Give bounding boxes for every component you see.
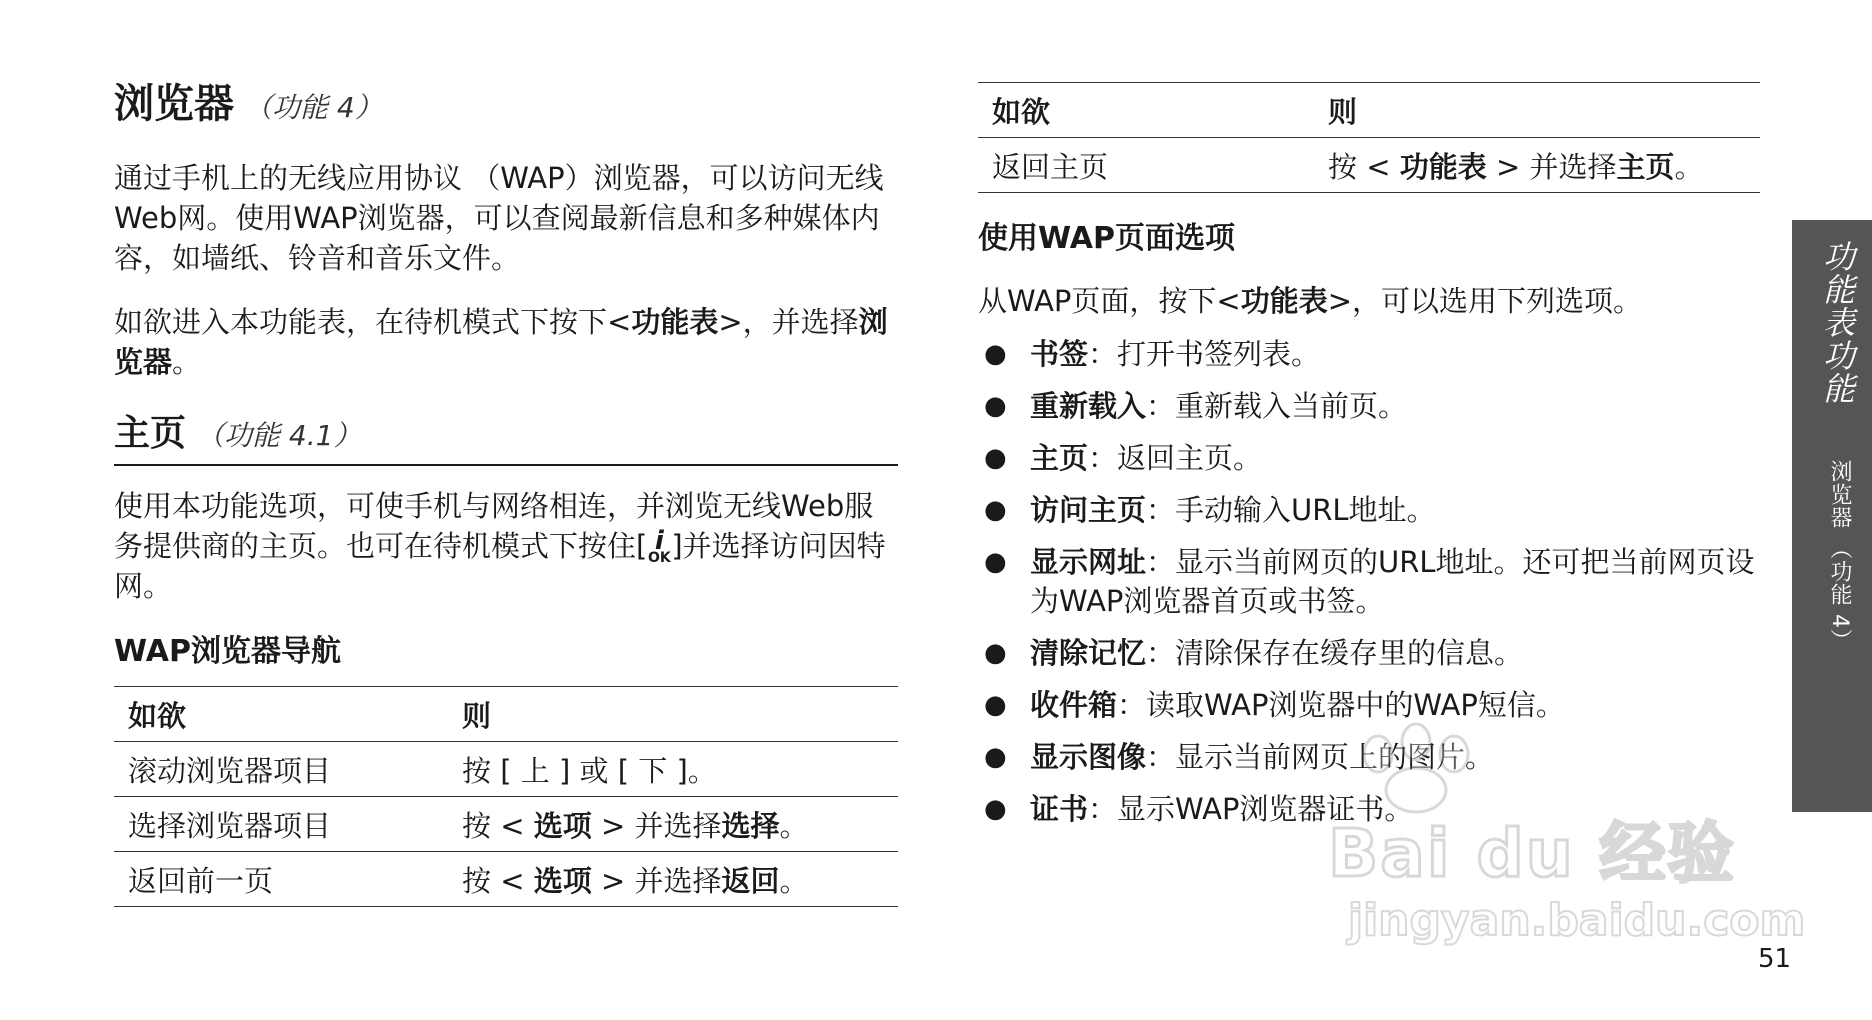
options-subtitle: 使用WAP页面选项	[978, 221, 1235, 256]
menu-key-label: 功能表	[1240, 284, 1328, 318]
table-cell: 返回主页	[978, 138, 1314, 193]
table-header-cell: 如欲	[114, 687, 448, 742]
option-term: 清除记忆	[1030, 636, 1147, 670]
table-cell	[448, 852, 898, 907]
option-term: 访问主页	[1030, 493, 1147, 527]
home-return-table	[978, 82, 1760, 193]
option-desc: ：读取WAP浏览器中的WAP短信。	[1117, 688, 1565, 722]
list-item	[978, 335, 1760, 374]
option-term: 重新载入	[1030, 389, 1147, 423]
instr-text: 。	[172, 345, 202, 379]
cell-text: 按 <	[1328, 149, 1400, 184]
list-item	[978, 634, 1760, 673]
option-desc: ：手动输入URL地址。	[1146, 493, 1436, 527]
table-header-cell: 则	[1314, 83, 1760, 138]
list-item	[978, 686, 1760, 725]
ok-key-icon	[647, 526, 671, 566]
side-tab-main-label: 功能表功能	[1818, 240, 1856, 405]
browser-intro: 通过手机上的无线应用协议 （WAP）浏览器，可以访问无线Web网。使用WAP浏览器，可以查阅最新信息和多种媒体内容，如墙纸、铃音和音乐文件。	[114, 161, 884, 275]
section-title-home	[114, 408, 898, 466]
table-cell	[1314, 138, 1760, 193]
options-intro	[978, 281, 1760, 321]
options-list	[978, 335, 1760, 829]
ok-key-i: i	[654, 526, 664, 556]
cell-key-label: 功能表	[1399, 149, 1487, 184]
table-row	[114, 852, 898, 907]
bullet-icon: ●	[984, 794, 1007, 824]
nav-table	[114, 686, 898, 907]
cell-option-name: 选择	[721, 808, 780, 843]
cell-text: 按 <	[462, 863, 534, 898]
watermark-brand-text: Bai du 经验	[1328, 815, 1736, 892]
home-title: 主页	[114, 413, 187, 454]
table-header-cell: 则	[448, 687, 898, 742]
option-term: 收件箱	[1030, 688, 1118, 722]
cell-key-label: 选项	[533, 808, 592, 843]
table-header-row	[114, 687, 898, 742]
cell-text: 。	[779, 863, 809, 898]
chapter-side-tab	[1792, 220, 1872, 812]
bullet-icon: ●	[984, 443, 1007, 473]
option-term: 证书	[1030, 792, 1089, 826]
left-column	[114, 76, 898, 907]
browser-access-instruction	[114, 302, 898, 382]
option-desc: ：显示当前网页的URL地址。还可把当前网页设为WAP浏览器首页或书签。	[1030, 545, 1755, 618]
table-cell: 选择浏览器项目	[114, 797, 448, 852]
bullet-icon: ●	[984, 339, 1007, 369]
option-term: 显示网址	[1030, 545, 1147, 579]
intro-text: >，可以选用下列选项。	[1327, 284, 1643, 318]
option-desc: ：显示WAP浏览器证书。	[1088, 792, 1414, 826]
table-row	[978, 138, 1760, 193]
cell-text: > 并选择	[591, 808, 722, 843]
section-title-browser	[114, 76, 898, 136]
home-text: ]并选择访问因特网。	[114, 529, 886, 603]
menu-key-label: 功能表	[631, 305, 719, 339]
option-desc: ：重新载入当前页。	[1146, 389, 1408, 423]
home-func-number: （功能 4.1）	[196, 419, 362, 452]
option-desc: ：显示当前网页上的图片。	[1146, 740, 1495, 774]
watermark-url-text: jingyan.baidu.com	[1348, 895, 1806, 946]
option-term: 主页	[1030, 441, 1089, 475]
browser-menu-name: 浏览器	[114, 305, 888, 379]
table-row	[114, 797, 898, 852]
nav-subtitle: WAP浏览器导航	[114, 634, 341, 669]
right-column	[978, 82, 1760, 842]
home-description	[114, 486, 898, 606]
list-item	[978, 439, 1760, 478]
list-item	[978, 738, 1760, 777]
bullet-icon: ●	[984, 391, 1007, 421]
cell-text: 。	[779, 808, 809, 843]
table-row	[114, 742, 898, 797]
browser-title: 浏览器	[114, 81, 234, 127]
side-tab-sub-label: 浏览器 （功能 4）	[1827, 460, 1852, 652]
cell-option-name: 主页	[1616, 149, 1675, 184]
bullet-icon: ●	[984, 690, 1007, 720]
ok-key-ok: OK	[647, 550, 671, 566]
cell-text: > 并选择	[1486, 149, 1617, 184]
bullet-icon: ●	[984, 495, 1007, 525]
option-term: 书签	[1030, 337, 1089, 371]
list-item	[978, 790, 1760, 829]
instr-text: >，并选择	[718, 305, 859, 339]
option-desc: ：打开书签列表。	[1088, 337, 1321, 371]
list-item	[978, 387, 1760, 426]
table-header-cell: 如欲	[978, 83, 1314, 138]
list-item	[978, 491, 1760, 530]
option-desc: ：返回主页。	[1088, 441, 1263, 475]
option-desc: ：清除保存在缓存里的信息。	[1146, 636, 1524, 670]
table-cell: 滚动浏览器项目	[114, 742, 448, 797]
cell-text: 按 <	[462, 808, 534, 843]
instr-text: 如欲进入本功能表，在待机模式下按下<	[114, 305, 632, 339]
bullet-icon: ●	[984, 742, 1007, 772]
table-cell: 返回前一页	[114, 852, 448, 907]
bullet-icon: ●	[984, 638, 1007, 668]
option-term: 显示图像	[1030, 740, 1147, 774]
cell-text: > 并选择	[591, 863, 722, 898]
table-header-row	[978, 83, 1760, 138]
list-item	[978, 543, 1760, 621]
cell-option-name: 返回	[721, 863, 780, 898]
intro-text: 从WAP页面，按下<	[978, 284, 1241, 318]
cell-key-label: 选项	[533, 863, 592, 898]
table-cell: 按 [ 上 ] 或 [ 下 ]。	[448, 742, 898, 797]
page-number: 51	[1758, 944, 1792, 974]
home-text: 使用本功能选项，可使手机与网络相连，并浏览无线Web服务提供商的主页。也可在待机模式下按住[	[114, 489, 874, 563]
browser-func-number: （功能 4）	[244, 91, 383, 124]
table-cell	[448, 797, 898, 852]
cell-text: 。	[1674, 149, 1704, 184]
bullet-icon: ●	[984, 547, 1007, 577]
